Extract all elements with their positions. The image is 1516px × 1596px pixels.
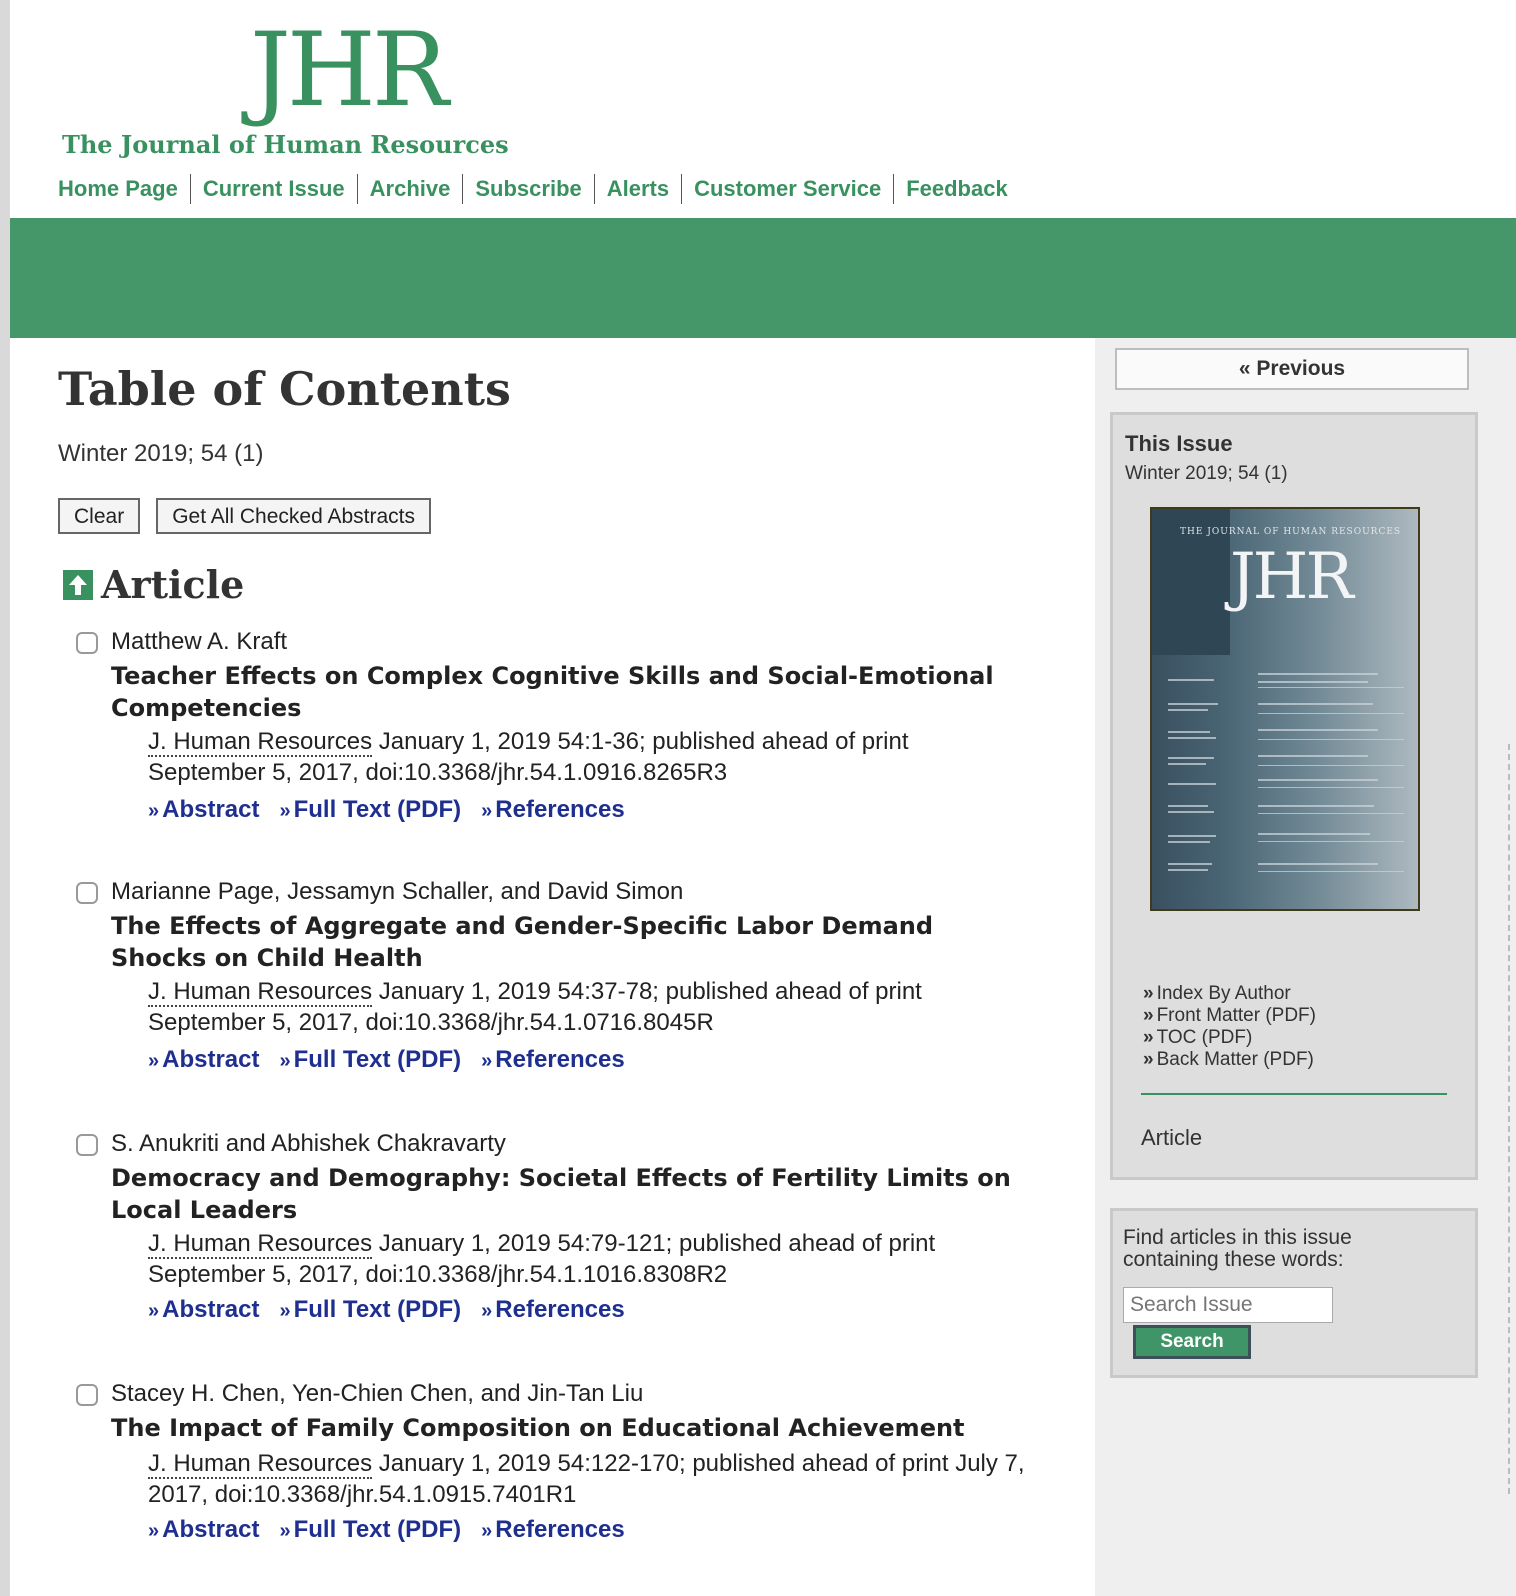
references-label: References <box>495 796 625 823</box>
citation-details: January 1, 2019 54:79-121; published ahead of print September 5, 2017, doi:10.3368/jhr.54.1.1016.8308R2 <box>148 1230 936 1288</box>
full-text-pdf-link[interactable] <box>279 1046 461 1074</box>
back-matter-link[interactable] <box>1143 1049 1316 1071</box>
nav-customer-service[interactable]: Customer Service <box>681 174 893 204</box>
search-issue-input[interactable] <box>1123 1287 1333 1323</box>
nav-subscribe[interactable]: Subscribe <box>462 174 593 204</box>
references-label: References <box>495 1296 625 1323</box>
header-banner <box>10 218 1516 338</box>
double-arrow-icon: » <box>148 1050 160 1072</box>
section-title: Article <box>101 562 245 607</box>
double-arrow-icon: » <box>279 1520 291 1542</box>
article-authors: S. Anukriti and Abhishek Chakravarty <box>111 1130 506 1157</box>
left-edge-bar <box>0 0 10 1596</box>
abstract-label: Abstract <box>162 1046 260 1073</box>
double-arrow-icon: » <box>279 1300 291 1322</box>
search-label: Find articles in this issue containing these words: <box>1123 1226 1352 1271</box>
sidebar-section-link-article[interactable]: Article <box>1141 1125 1203 1150</box>
double-arrow-icon: » <box>1143 1005 1154 1026</box>
abstract-link[interactable] <box>148 796 259 824</box>
abstract-link[interactable] <box>148 1296 259 1324</box>
double-arrow-icon: » <box>279 1050 291 1072</box>
double-arrow-icon: » <box>148 1520 160 1542</box>
full-text-pdf-link[interactable] <box>279 1516 461 1544</box>
sidebar-divider <box>1141 1093 1447 1095</box>
double-arrow-icon: » <box>481 1520 493 1542</box>
arrow-up-icon[interactable] <box>63 570 93 600</box>
journal-abbreviation: J. Human Resources <box>148 1450 373 1477</box>
toc-actions <box>58 498 431 534</box>
this-issue-panel <box>1110 412 1478 1180</box>
article-citation <box>148 726 1028 788</box>
nav-current-issue[interactable]: Current Issue <box>190 174 357 204</box>
issue-links <box>1143 983 1316 1071</box>
abstract-label: Abstract <box>162 1516 260 1543</box>
article-links <box>148 796 625 824</box>
journal-abbreviation: J. Human Resources <box>148 728 373 755</box>
toc-pdf-label: TOC (PDF) <box>1156 1027 1253 1048</box>
abstract-link[interactable] <box>148 1516 259 1544</box>
previous-issue-button[interactable]: « Previous <box>1115 348 1469 390</box>
double-arrow-icon: » <box>279 800 291 822</box>
this-issue-title: This Issue <box>1125 431 1233 456</box>
full-text-label: Full Text (PDF) <box>293 1516 462 1543</box>
index-by-author-link[interactable] <box>1143 983 1316 1005</box>
cover-logo: JHR <box>1230 540 1351 614</box>
references-label: References <box>495 1516 625 1543</box>
references-label: References <box>495 1046 625 1073</box>
search-issue-panel <box>1110 1208 1478 1378</box>
article-citation <box>148 976 1028 1038</box>
nav-archive[interactable]: Archive <box>357 174 463 204</box>
article-title: Democracy and Demography: Societal Effects of Fertility Limits on Local Leaders <box>111 1164 1011 1224</box>
article-citation <box>148 1448 1028 1510</box>
article-citation <box>148 1228 1028 1290</box>
references-link[interactable] <box>481 1296 625 1324</box>
full-text-pdf-link[interactable] <box>279 1296 461 1324</box>
article-title: The Effects of Aggregate and Gender-Specific Labor Demand Shocks on Child Health <box>111 912 934 972</box>
abstract-label: Abstract <box>162 1296 260 1323</box>
nav-feedback[interactable]: Feedback <box>893 174 1020 204</box>
article-authors: Matthew A. Kraft <box>111 628 288 655</box>
this-issue-date: Winter 2019; 54 (1) <box>1125 463 1288 484</box>
citation-details: January 1, 2019 54:1-36; published ahead of print September 5, 2017, doi:10.3368/jhr.54.1.0916.8265R3 <box>148 728 909 786</box>
index-by-author-label: Index By Author <box>1156 983 1291 1004</box>
full-text-pdf-link[interactable] <box>279 796 461 824</box>
references-link[interactable] <box>481 796 625 824</box>
double-arrow-icon: » <box>481 1050 493 1072</box>
logo-mark: JHR <box>250 11 445 130</box>
article-checkbox[interactable] <box>76 1384 98 1406</box>
back-matter-label: Back Matter (PDF) <box>1156 1049 1314 1070</box>
issue-date: Winter 2019; 54 (1) <box>58 440 264 467</box>
nav-alerts[interactable]: Alerts <box>594 174 681 204</box>
top-navigation <box>58 172 1020 206</box>
article-checkbox[interactable] <box>76 882 98 904</box>
article-authors: Stacey H. Chen, Yen-Chien Chen, and Jin-Tan Liu <box>111 1380 644 1407</box>
front-matter-link[interactable] <box>1143 1005 1316 1027</box>
double-arrow-icon: » <box>1143 1027 1154 1048</box>
full-text-label: Full Text (PDF) <box>293 1296 462 1323</box>
double-arrow-icon: » <box>148 1300 160 1322</box>
double-arrow-icon: » <box>481 1300 493 1322</box>
journal-abbreviation: J. Human Resources <box>148 978 373 1005</box>
page-title: Table of Contents <box>58 362 511 416</box>
abstract-label: Abstract <box>162 796 260 823</box>
search-button[interactable]: Search <box>1133 1325 1251 1359</box>
article-title: The Impact of Family Composition on Educational Achievement <box>111 1414 965 1442</box>
double-arrow-icon: » <box>481 800 493 822</box>
journal-abbreviation: J. Human Resources <box>148 1230 373 1257</box>
double-arrow-icon: » <box>1143 1049 1154 1070</box>
offscreen-panel-edge <box>1508 744 1516 1494</box>
nav-home-page[interactable]: Home Page <box>58 176 178 201</box>
logo-subtitle: The Journal of Human Resources <box>62 130 509 159</box>
jhr-logo[interactable] <box>60 11 509 160</box>
citation-details: January 1, 2019 54:122-170; published ahead of print July 7, 2017, doi:10.3368/jhr.54.1.0915.7401R1 <box>148 1450 1025 1508</box>
abstract-link[interactable] <box>148 1046 259 1074</box>
references-link[interactable] <box>481 1046 625 1074</box>
references-link[interactable] <box>481 1516 625 1544</box>
issue-cover-image[interactable] <box>1150 507 1420 911</box>
citation-details: January 1, 2019 54:37-78; published ahead of print September 5, 2017, doi:10.3368/jhr.54.1.0716.8045R <box>148 978 922 1036</box>
article-title: Teacher Effects on Complex Cognitive Skills and Social-Emotional Competencies <box>111 662 994 722</box>
toc-pdf-link[interactable] <box>1143 1027 1316 1049</box>
cover-header-text: THE JOURNAL OF HUMAN RESOURCES <box>1180 527 1402 537</box>
clear-button[interactable]: Clear <box>58 498 140 534</box>
double-arrow-icon: » <box>1143 983 1154 1004</box>
full-text-label: Full Text (PDF) <box>293 1046 462 1073</box>
cover-contents-lines <box>1168 659 1404 889</box>
get-all-checked-abstracts-button[interactable]: Get All Checked Abstracts <box>156 498 431 534</box>
double-arrow-icon: » <box>148 800 160 822</box>
article-links <box>148 1516 625 1544</box>
section-header-article <box>63 562 244 607</box>
article-authors: Marianne Page, Jessamyn Schaller, and David Simon <box>111 878 684 905</box>
full-text-label: Full Text (PDF) <box>293 796 462 823</box>
article-links <box>148 1296 625 1324</box>
article-checkbox[interactable] <box>76 1134 98 1156</box>
article-links <box>148 1046 625 1074</box>
front-matter-label: Front Matter (PDF) <box>1156 1005 1316 1026</box>
article-checkbox[interactable] <box>76 632 98 654</box>
